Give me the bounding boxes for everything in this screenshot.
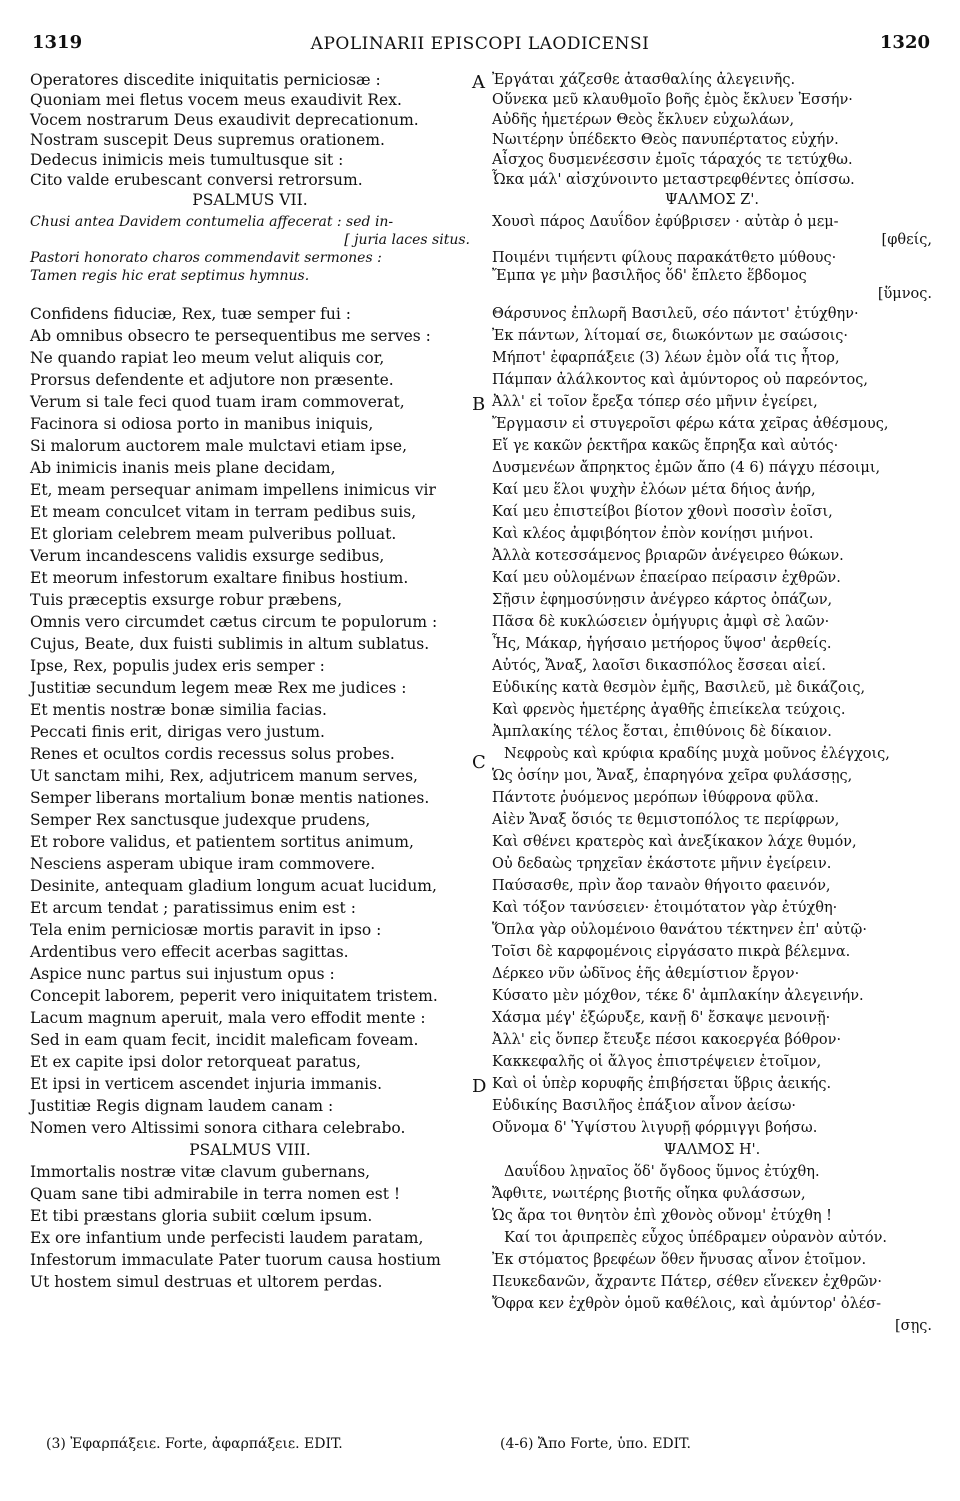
latin-line: Ipse, Rex, populis judex eris semper : (30, 657, 325, 675)
running-title: APOLINARII EPISCOPI LAODICENSI (310, 34, 650, 54)
latin-line: Infestorum immaculate Pater tuorum causa hostium (30, 1251, 441, 1269)
latin-line: Renes et ocultos cordis recessus solus probes. (30, 745, 395, 763)
greek-line: Μήποτ' ἐφαρπάξειε (3) λέων ἐμὸν οἷά τις ἦτορ, (492, 350, 840, 366)
greek-line: Ἀλλ' εἰς ὅνπερ ἔτευξε πέσοι κακοεργέα βόθρον· (492, 1032, 842, 1048)
greek-line: Ἐκ στόματος βρεφέων ὅθεν ἤνυσας αἶνον ἑτοῖμον. (492, 1252, 867, 1268)
latin-line: Vocem nostrarum Deus exaudivit deprecationum. (30, 111, 419, 129)
greek-line: Εἴ γε κακῶν ῥεκτῆρα κακῶς ἔπρηξα καὶ αὐτός· (492, 438, 839, 454)
latin-line: Peccati finis erit, dirigas vero justum. (30, 723, 325, 741)
greek-line: Ἀμπλακίης τέλος ἔσται, ἐπιθύνοις δὲ δίκαιον. (492, 724, 832, 740)
latin-line: Nomen vero Altissimi sonora cithara celebrabo. (30, 1119, 406, 1137)
latin-line: Prorsus defendente et adjutore non præsente. (30, 371, 394, 389)
greek-line: Ἔργμασιν εἰ στυγεροῖσι φέρω κάτα χεῖρας ἀθέσμους, (492, 416, 889, 432)
greek-line: Καὶ κλέος ἀμφιβόητον ἐπὸν κονίῃσι μιήνοι. (492, 526, 814, 542)
greek-line: Πευκεδανῶν, ἄχραντε Πάτερ, σέθεν εἵνεκεν ἐχθρῶν· (492, 1274, 882, 1290)
latin-line: Quam sane tibi admirabile in terra nomen est ! (30, 1185, 401, 1203)
greek-line: Δυσμενέων ἄπρηκτος ἐμῶν ἄπο (4 6) πάγχυ πέσοιμι, (492, 460, 881, 476)
greek-line: Δέρκεο νῦν ὠδῖνος ἑῆς ἀθεμίστιον ἔργον· (492, 966, 800, 982)
latin-line: Si malorum auctorem male mulctavi etiam ipse, (30, 437, 408, 455)
greek-line: Ὦκα μάλ' αἰσχύνοιντο μεταστρεφθέντες ὀπίσσω. (492, 172, 855, 188)
latin-line: Verum si tale feci quod tuam iram commoverat, (30, 393, 405, 411)
margin-marker-a: A (472, 72, 485, 93)
greek-line: Θάρσυνος ἐπλωρῆ Βασιλεῦ, σέο πάντοτ' ἐτύχθην· (492, 306, 859, 322)
greek-line: Πᾶσα δὲ κυκλώσειεν ὁμήγυρις ἀμφὶ σὲ λαῶν· (492, 614, 830, 630)
greek-line: [σῃς. (895, 1318, 932, 1334)
greek-line: Νεφροὺς καὶ κρύφια κραδίης μυχὰ μοῦνος ἐλέγχοις, (504, 746, 890, 762)
greek-line: Πάμπαν ἀλάλκοντος καὶ ἀμύντορος οὐ παρεόντος, (492, 372, 868, 388)
latin-line: Ex ore infantium unde perfecisti laudem paratam, (30, 1229, 424, 1247)
greek-line: Ποιμένι τιμήεντι φίλους παρακάτθετο μύθους· (492, 250, 837, 266)
running-header (0, 32, 960, 62)
latin-line: Nostram suscepit Deus supremus orationem. (30, 131, 385, 149)
latin-line: Ut hostem simul destruas et ultorem perdas. (30, 1273, 383, 1291)
latin-line: Et gloriam celebrem meam pulveribus polluat. (30, 525, 397, 543)
greek-line: Εὐδικίης Βασιλῆος ἐπάξιον αἶνον ἀείσω· (492, 1098, 797, 1114)
greek-line: Καὶ τόξον τανύσειεν· ἑτοιμότατον γὰρ ἐτύχθη· (492, 900, 838, 916)
latin-line: Et arcum tendat ; paratissimus enim est : (30, 899, 356, 917)
latin-line: Justitiæ Regis dignam laudem canam : (30, 1097, 334, 1115)
latin-line: Sed in eam quam fecit, incidit maleficam foveam. (30, 1031, 419, 1049)
margin-marker-b: B (472, 394, 486, 415)
latin-line: Tuis præceptis exsurge robur præbens, (30, 591, 343, 609)
latin-line: Operatores discedite iniquitatis perniciosæ : (30, 71, 381, 89)
latin-line: Et robore validus, et patientem sortitus animum, (30, 833, 414, 851)
greek-line: Καὶ σθένει κρατερὸς καὶ ἀνεξίκακον λάχε θυμόν, (492, 834, 857, 850)
greek-line: Ἀλλὰ κοτεσσάμενος βριαρῶν ἀνέγειρεο θώκων. (492, 548, 844, 564)
page-number-right: 1320 (879, 32, 930, 53)
latin-line: Lacum magnum aperuit, mala vero effodit mente : (30, 1009, 426, 1027)
latin-line: Et tibi præstans gloria subiit cœlum ipsum. (30, 1207, 373, 1225)
greek-line: Ὡς ὁσίην μοι, Ἄναξ, ἐπαρηγόνα χεῖρα φυλάσσῃς, (492, 768, 853, 784)
footnote-right: (4-6) Ἄπο Forte, ὑπο. EDIT. (500, 1436, 691, 1452)
greek-line: Αὐτός, Ἄναξ, λαοῖσι δικασπόλος ἔσσεαι αἰεί. (492, 658, 826, 674)
page-number-left: 1319 (32, 32, 83, 53)
greek-line: Πάντοτε ῥυόμενος μερόπων ἰθύφρονα φῦλα. (492, 790, 819, 806)
psalm-heading: PSALMUS VII. (192, 191, 308, 209)
latin-line: Desinite, antequam gladium longum acuat lucidum, (30, 877, 437, 895)
greek-line: [φθείς, (881, 232, 932, 248)
greek-line: Ἔμπα γε μὴν βασιλῆος ὅδ' ἔπλετο ἕβδομος (492, 268, 807, 284)
latin-line: Ut sanctam mihi, Rex, adjutricem manum serves, (30, 767, 418, 785)
latin-line: Ab inimicis inanis meis plane decidam, (30, 459, 336, 477)
greek-line: Καί μευ ἕλοι ψυχὴν ἐλόων μέτα δήιος ἀνήρ, (492, 482, 816, 498)
latin-line: Ne quando rapiat leo meum velut aliquis cor, (30, 349, 385, 367)
latin-line: Et meam conculcet vitam in terram pedibus suis, (30, 503, 417, 521)
latin-line: Tamen regis hic erat septimus hymnus. (30, 268, 310, 284)
greek-line: Κύσατο μὲν μόχθον, τέκε δ' ἀμπλακίην ἀλεγεινήν. (492, 988, 864, 1004)
latin-line: Et ipsi in verticem ascendet injuria immanis. (30, 1075, 383, 1093)
latin-line: Dedecus inimicis meis tumultusque sit : (30, 151, 344, 169)
latin-line: Pastori honorato charos commendavit sermones : (30, 250, 382, 266)
latin-line: Et, meam persequar animam impellens inimicus vir (30, 481, 436, 499)
greek-line: Καί μευ οὐλομένων ἐπαείραο πείρασιν ἐχθρῶν. (492, 570, 841, 586)
psalm-heading: PSALMUS VIII. (189, 1141, 311, 1159)
latin-line: Aspice nunc partus sui injustum opus : (30, 965, 335, 983)
latin-line: Cito valde erubescant conversi retrorsum. (30, 171, 363, 189)
latin-line: Cujus, Beate, dux fuisti sublimis in altum sublatus. (30, 635, 430, 653)
greek-line: Ὄφρα κεν ἐχθρὸν ὁμοῦ καθέλοις, καὶ ἀμύντορ' ὀλέσ- (492, 1296, 882, 1312)
greek-line: Οὔνομα δ' Ὑψίστου λιγυρῇ φόρμιγγι βοήσω. (492, 1120, 818, 1136)
greek-line: Εὐδικίης κατὰ θεσμὸν ἐμῆς, Βασιλεῦ, μὲ δικάζοις, (492, 680, 866, 696)
latin-line: Omnis vero circumdet cætus circum te populorum : (30, 613, 438, 631)
footnote-left: (3) Ἐφαρπάξειε. Forte, ἀφαρπάξειε. EDIT. (46, 1436, 343, 1452)
greek-line: Αὐδῆς ἡμετέρων Θεὸς ἔκλυεν εὐχωλάων, (492, 112, 795, 128)
latin-line: Justitiæ secundum legem meæ Rex me judices : (30, 679, 407, 697)
latin-line: [ juria laces situs. (344, 232, 470, 248)
latin-line: Semper liberans mortalium bonæ mentis nationes. (30, 789, 430, 807)
greek-line: Ἐργάται χάζεσθε ἀτασθαλίης ἀλεγεινῆς. (492, 72, 796, 88)
greek-line: Χάσμα μέγ' ἐξώρυξε, κανῇ δ' ἔσκαψε μενοινῇ· (492, 1010, 831, 1026)
latin-line: Et meorum infestorum exaltare finibus hostium. (30, 569, 409, 587)
latin-line: Chusi antea Davidem contumelia affecerat : sed in- (30, 214, 394, 230)
latin-line: Confidens fiduciæ, Rex, tuæ semper fui : (30, 305, 352, 323)
greek-line: Ἀλλ' εἰ τοῖον ἔρεξα τόπερ σέο μῆνιν ἐγείρει, (492, 394, 818, 410)
latin-line: Facinora si odiosa porto in manibus iniquis, (30, 415, 374, 433)
greek-line: Σῇσιν ἐφημοσύνῃσιν ἀνέγρεο κάρτος ὀπάζων, (492, 592, 833, 608)
greek-line: Νωιτέρην ὑπέδεκτο Θεὸς πανυπέρτατος εὐχήν. (492, 132, 839, 148)
latin-line: Immortalis nostræ vitæ clavum gubernans, (30, 1163, 371, 1181)
latin-line: Nesciens asperam ubique iram commovere. (30, 855, 376, 873)
greek-line: Οὕνεκα μεῦ κλαυθμοῖο βοῆς ἐμὸς ἔκλυεν Ἐσσήν· (492, 92, 853, 108)
latin-line: Ab omnibus obsecro te persequentibus me serves : (30, 327, 431, 345)
latin-line: Et ex capite ipsi dolor retorqueat paratus, (30, 1053, 361, 1071)
latin-line: Ardentibus vero effecit acerbas sagittas. (30, 943, 349, 961)
latin-line: Et mentis nostræ bonæ similia facias. (30, 701, 327, 719)
greek-line: Τοῖσι δὲ καρφομένοις εἰργάσατο πικρὰ βέλεμνα. (492, 944, 851, 960)
greek-line: Χουσὶ πάρος Δαυΐδον ἐφύβρισεν · αὐτὰρ ὁ μεμ- (492, 214, 839, 230)
greek-line: Οὐ δεδαὼς τρηχεῖαν ἑκάστοτε μῆνιν ἐγείρειν. (492, 856, 832, 872)
margin-marker-c: C (472, 752, 486, 773)
greek-line: Ἧς, Μάκαρ, ἡγήσαιο μετήορος ὕψοσ' ἀερθείς. (492, 636, 832, 652)
greek-line: Ὅπλα γὰρ οὐλομένοιο θανάτου τέκτηνεν ἐπ' αὐτῷ· (492, 922, 867, 938)
greek-line: Καὶ οἱ ὑπὲρ κορυφῆς ἐπιβήσεται ὕβρις ἀεικής. (492, 1076, 832, 1092)
greek-line: Αἰὲν Ἄναξ ὅσιός τε θεμιστοπόλος τε περίφρων, (492, 812, 840, 828)
latin-line: Semper Rex sanctusque judexque prudens, (30, 811, 371, 829)
psalm-heading: ΨΑΛΜΟΣ Ζ'. (665, 192, 759, 208)
latin-line: Quoniam mei fletus vocem meus exaudivit Rex. (30, 91, 402, 109)
psalm-heading: ΨΑΛΜΟΣ Η'. (663, 1142, 761, 1158)
greek-line: Ἐκ πάντων, λίτομαί σε, διωκόντων με σαώσοις· (492, 328, 849, 344)
greek-line: [ὕμνος. (877, 286, 932, 302)
latin-line: Concepit laborem, peperit vero iniquitatem tristem. (30, 987, 438, 1005)
margin-marker-d: D (472, 1076, 487, 1097)
greek-line: Καί μευ ἐπιστείβοι βίοτον χθονὶ ποσσὶν ἑοῖσι, (492, 504, 833, 520)
latin-line: Tela enim perniciosæ mortis paravit in ipso : (30, 921, 382, 939)
greek-line: Καὶ φρενὸς ἡμετέρης ἀγαθῆς ἐπιείκελα τεύχοις. (492, 702, 846, 718)
greek-line: Καί τοι ἀριπρεπὲς εὖχος ὑπέδραμεν οὐρανὸν αὐτόν. (504, 1230, 888, 1246)
greek-line: Δαυΐδου λῃναῖος ὅδ' ὄγδοος ὕμνος ἐτύχθη. (504, 1164, 820, 1180)
latin-line: Verum incandescens validis exsurge sedibus, (30, 547, 385, 565)
greek-line: Ὡς ἄρα τοι θνητὸν ἐπὶ χθονὸς οὔνομ' ἐτύχθη ! (492, 1208, 833, 1224)
greek-line: Παύσασθε, πρὶν ἄορ τανaὸν θήγοιτο φαεινόν, (492, 878, 831, 894)
greek-line: Κακκεφαλῆς οἱ ἄλγος ἐπιστρέψειεν ἑτοῖμον, (492, 1054, 822, 1070)
greek-line: Αἶσχος δυσμενέεσσιν ἐμοῖς τάραχός τε τετύχθω. (492, 152, 853, 168)
greek-line: Ἄφθιτε, νωιτέρης βιοτῆς οἴηκα φυλάσσων, (492, 1186, 806, 1202)
